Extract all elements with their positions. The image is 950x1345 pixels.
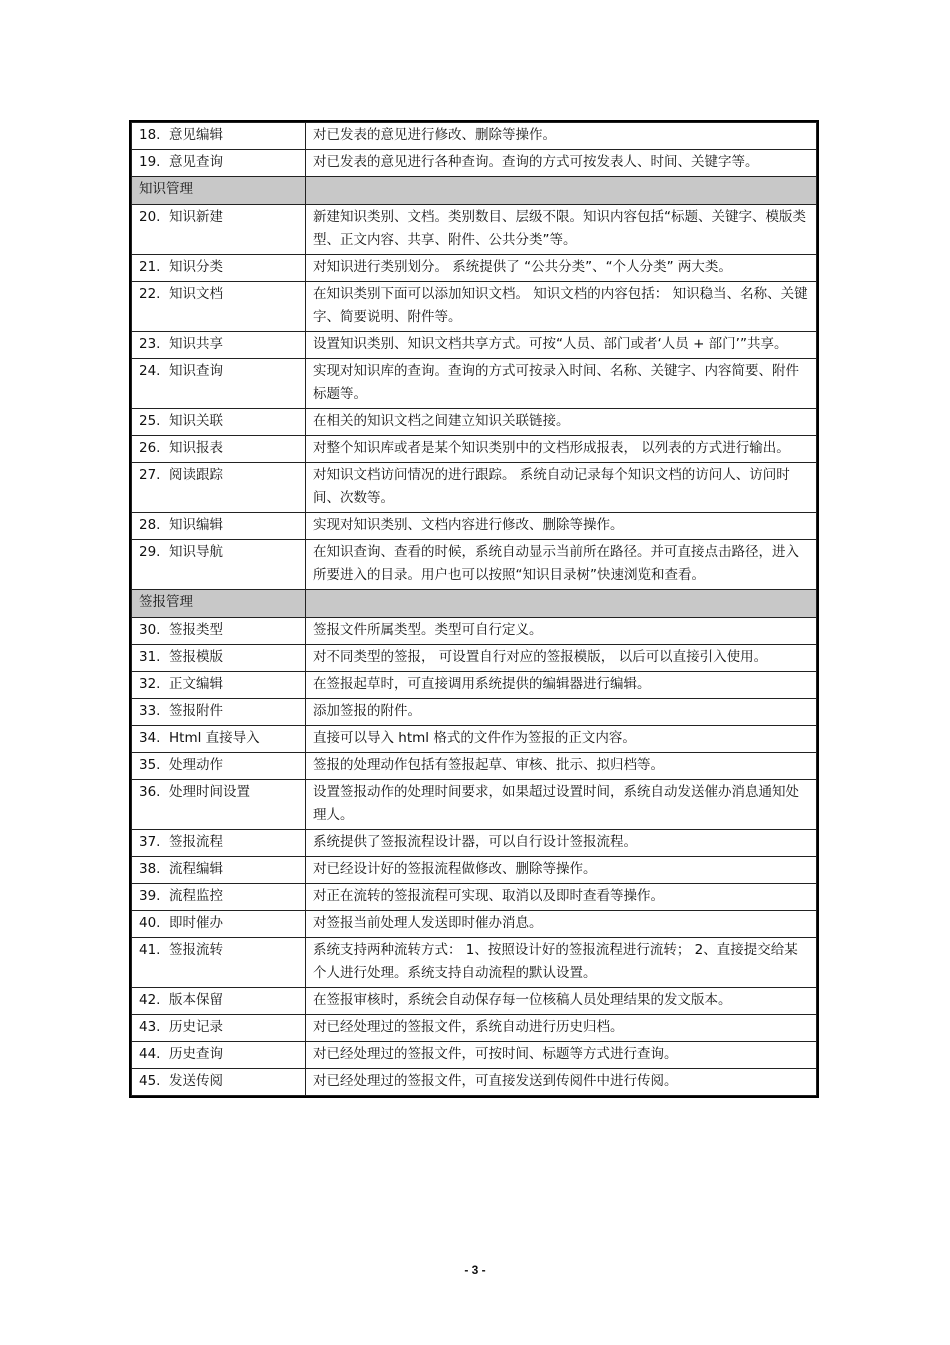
feature-number: 19. xyxy=(139,154,161,170)
feature-number: 27. xyxy=(139,467,161,483)
feature-name: 意见编辑 xyxy=(169,127,223,143)
table-row xyxy=(132,1069,817,1096)
feature-name-cell xyxy=(132,463,306,513)
feature-name-cell xyxy=(132,988,306,1015)
feature-name: 流程编辑 xyxy=(169,861,223,877)
table-row xyxy=(132,699,817,726)
feature-name-cell xyxy=(132,436,306,463)
feature-name: 知识编辑 xyxy=(169,517,223,533)
feature-number: 35. xyxy=(139,757,161,773)
feature-number: 25. xyxy=(139,413,161,429)
feature-description: 对知识文档访问情况的进行跟踪。 系统自动记录每个知识文档的访问人、访问时间、次数等。 xyxy=(306,463,817,513)
feature-name-cell xyxy=(132,618,306,645)
feature-name: 历史记录 xyxy=(169,1019,223,1035)
table-row xyxy=(132,645,817,672)
feature-number: 28. xyxy=(139,517,161,533)
feature-number: 33. xyxy=(139,703,161,719)
table-row xyxy=(132,436,817,463)
table-row xyxy=(132,618,817,645)
feature-name: 知识关联 xyxy=(169,413,223,429)
feature-name-cell xyxy=(132,205,306,255)
feature-name-cell xyxy=(132,780,306,830)
feature-description: 对签报当前处理人发送即时催办消息。 xyxy=(306,911,817,938)
feature-number: 42. xyxy=(139,992,161,1008)
feature-description: 对已经设计好的签报流程做修改、删除等操作。 xyxy=(306,857,817,884)
feature-name: 签报流转 xyxy=(169,942,223,958)
feature-description: 对正在流转的签报流程可实现、取消以及即时查看等操作。 xyxy=(306,884,817,911)
feature-number: 40. xyxy=(139,915,161,931)
feature-description: 设置知识类别、知识文档共享方式。可按“人员、部门或者‘人员 + 部门’”共享。 xyxy=(306,332,817,359)
feature-description: 对已经处理过的签报文件，可按时间、标题等方式进行查询。 xyxy=(306,1042,817,1069)
table-row xyxy=(132,282,817,332)
section-blank-cell xyxy=(306,177,817,205)
feature-description: 对已发表的意见进行修改、删除等操作。 xyxy=(306,123,817,150)
feature-description: 对已经处理过的签报文件，可直接发送到传阅件中进行传阅。 xyxy=(306,1069,817,1096)
table-row xyxy=(132,884,817,911)
feature-name-cell xyxy=(132,123,306,150)
feature-table-container xyxy=(129,120,819,1098)
feature-name: 知识新建 xyxy=(169,209,223,225)
feature-name: 正文编辑 xyxy=(169,676,223,692)
table-row xyxy=(132,540,817,590)
feature-number: 23. xyxy=(139,336,161,352)
feature-name-cell xyxy=(132,332,306,359)
feature-name-cell xyxy=(132,911,306,938)
feature-name-cell xyxy=(132,150,306,177)
feature-name-cell xyxy=(132,830,306,857)
feature-description: 添加签报的附件。 xyxy=(306,699,817,726)
table-row xyxy=(132,513,817,540)
feature-name-cell xyxy=(132,359,306,409)
table-row xyxy=(132,1015,817,1042)
feature-number: 32. xyxy=(139,676,161,692)
feature-name: 即时催办 xyxy=(169,915,223,931)
table-row xyxy=(132,911,817,938)
table-row xyxy=(132,409,817,436)
table-row xyxy=(132,332,817,359)
feature-name: 阅读跟踪 xyxy=(169,467,223,483)
feature-name: 历史查询 xyxy=(169,1046,223,1062)
feature-name-cell xyxy=(132,699,306,726)
feature-name: 版本保留 xyxy=(169,992,223,1008)
feature-description: 在知识类别下面可以添加知识文档。 知识文档的内容包括： 知识稳当、名称、关键字、简要说明、附件等。 xyxy=(306,282,817,332)
feature-description: 在签报审核时，系统会自动保存每一位核稿人员处理结果的发文版本。 xyxy=(306,988,817,1015)
table-row xyxy=(132,205,817,255)
feature-description: 对知识进行类别划分。 系统提供了 “公共分类”、“个人分类” 两大类。 xyxy=(306,255,817,282)
section-header-row xyxy=(132,590,817,618)
feature-description: 对整个知识库或者是某个知识类别中的文档形成报表， 以列表的方式进行输出。 xyxy=(306,436,817,463)
feature-name-cell xyxy=(132,409,306,436)
feature-name-cell xyxy=(132,753,306,780)
feature-name: Html 直接导入 xyxy=(169,730,260,746)
feature-name-cell xyxy=(132,726,306,753)
feature-name: 流程监控 xyxy=(169,888,223,904)
feature-number: 31. xyxy=(139,649,161,665)
feature-description: 在知识查询、查看的时候，系统自动显示当前所在路径。并可直接点击路径，进入所要进入的目录。用户也可以按照“知识目录树”快速浏览和查看。 xyxy=(306,540,817,590)
feature-name-cell xyxy=(132,857,306,884)
section-blank-cell xyxy=(306,590,817,618)
feature-description: 实现对知识类别、文档内容进行修改、删除等操作。 xyxy=(306,513,817,540)
feature-number: 44. xyxy=(139,1046,161,1062)
table-row xyxy=(132,672,817,699)
section-title: 签报管理 xyxy=(132,590,306,618)
feature-name-cell xyxy=(132,282,306,332)
feature-name: 签报流程 xyxy=(169,834,223,850)
feature-description: 在相关的知识文档之间建立知识关联链接。 xyxy=(306,409,817,436)
feature-table xyxy=(131,122,817,1096)
feature-name: 处理时间设置 xyxy=(169,784,250,800)
feature-description: 系统支持两种流转方式： 1、按照设计好的签报流程进行流转； 2、直接提交给某个人进行处理。系统支持自动流程的默认设置。 xyxy=(306,938,817,988)
table-row xyxy=(132,938,817,988)
feature-name: 发送传阅 xyxy=(169,1073,223,1089)
feature-description: 新建知识类别、文档。类别数目、层级不限。知识内容包括“标题、关键字、模版类型、正文内容、共享、附件、公共分类”等。 xyxy=(306,205,817,255)
feature-name-cell xyxy=(132,540,306,590)
table-row xyxy=(132,988,817,1015)
feature-description: 在签报起草时，可直接调用系统提供的编辑器进行编辑。 xyxy=(306,672,817,699)
table-row xyxy=(132,150,817,177)
table-row xyxy=(132,857,817,884)
feature-name-cell xyxy=(132,1069,306,1096)
feature-description: 对不同类型的签报， 可设置自行对应的签报模版， 以后可以直接引入使用。 xyxy=(306,645,817,672)
feature-number: 18. xyxy=(139,127,161,143)
feature-description: 实现对知识库的查询。查询的方式可按录入时间、名称、关键字、内容简要、附件标题等。 xyxy=(306,359,817,409)
feature-name-cell xyxy=(132,645,306,672)
feature-name: 签报附件 xyxy=(169,703,223,719)
feature-name: 知识分类 xyxy=(169,259,223,275)
feature-name-cell xyxy=(132,938,306,988)
feature-name-cell xyxy=(132,672,306,699)
feature-number: 21. xyxy=(139,259,161,275)
feature-number: 45. xyxy=(139,1073,161,1089)
feature-number: 24. xyxy=(139,363,161,379)
feature-number: 29. xyxy=(139,544,161,560)
section-title: 知识管理 xyxy=(132,177,306,205)
table-row xyxy=(132,1042,817,1069)
page-number: - 3 - xyxy=(464,1263,486,1277)
table-row xyxy=(132,255,817,282)
feature-name-cell xyxy=(132,884,306,911)
feature-name: 签报模版 xyxy=(169,649,223,665)
feature-name: 意见查询 xyxy=(169,154,223,170)
feature-number: 34. xyxy=(139,730,161,746)
feature-name: 知识文档 xyxy=(169,286,223,302)
feature-name-cell xyxy=(132,513,306,540)
feature-description: 系统提供了签报流程设计器，可以自行设计签报流程。 xyxy=(306,830,817,857)
feature-name: 知识报表 xyxy=(169,440,223,456)
table-row xyxy=(132,780,817,830)
feature-number: 20. xyxy=(139,209,161,225)
feature-name: 知识共享 xyxy=(169,336,223,352)
feature-number: 22. xyxy=(139,286,161,302)
feature-number: 38. xyxy=(139,861,161,877)
feature-number: 37. xyxy=(139,834,161,850)
feature-table-body xyxy=(132,123,817,1096)
feature-name-cell xyxy=(132,255,306,282)
feature-description: 对已发表的意见进行各种查询。查询的方式可按发表人、时间、关键字等。 xyxy=(306,150,817,177)
table-row xyxy=(132,463,817,513)
table-row xyxy=(132,830,817,857)
feature-name: 知识导航 xyxy=(169,544,223,560)
feature-description: 签报的处理动作包括有签报起草、审核、批示、拟归档等。 xyxy=(306,753,817,780)
section-header-row xyxy=(132,177,817,205)
feature-number: 43. xyxy=(139,1019,161,1035)
feature-name-cell xyxy=(132,1015,306,1042)
feature-number: 26. xyxy=(139,440,161,456)
feature-number: 30. xyxy=(139,622,161,638)
feature-description: 签报文件所属类型。类型可自行定义。 xyxy=(306,618,817,645)
table-row xyxy=(132,753,817,780)
feature-number: 36. xyxy=(139,784,161,800)
feature-name: 处理动作 xyxy=(169,757,223,773)
feature-number: 41. xyxy=(139,942,161,958)
feature-name: 签报类型 xyxy=(169,622,223,638)
feature-description: 设置签报动作的处理时间要求，如果超过设置时间，系统自动发送催办消息通知处理人。 xyxy=(306,780,817,830)
table-row xyxy=(132,359,817,409)
feature-description: 对已经处理过的签报文件，系统自动进行历史归档。 xyxy=(306,1015,817,1042)
feature-description: 直接可以导入 html 格式的文件作为签报的正文内容。 xyxy=(306,726,817,753)
table-row xyxy=(132,123,817,150)
feature-name-cell xyxy=(132,1042,306,1069)
table-row xyxy=(132,726,817,753)
feature-name: 知识查询 xyxy=(169,363,223,379)
feature-number: 39. xyxy=(139,888,161,904)
